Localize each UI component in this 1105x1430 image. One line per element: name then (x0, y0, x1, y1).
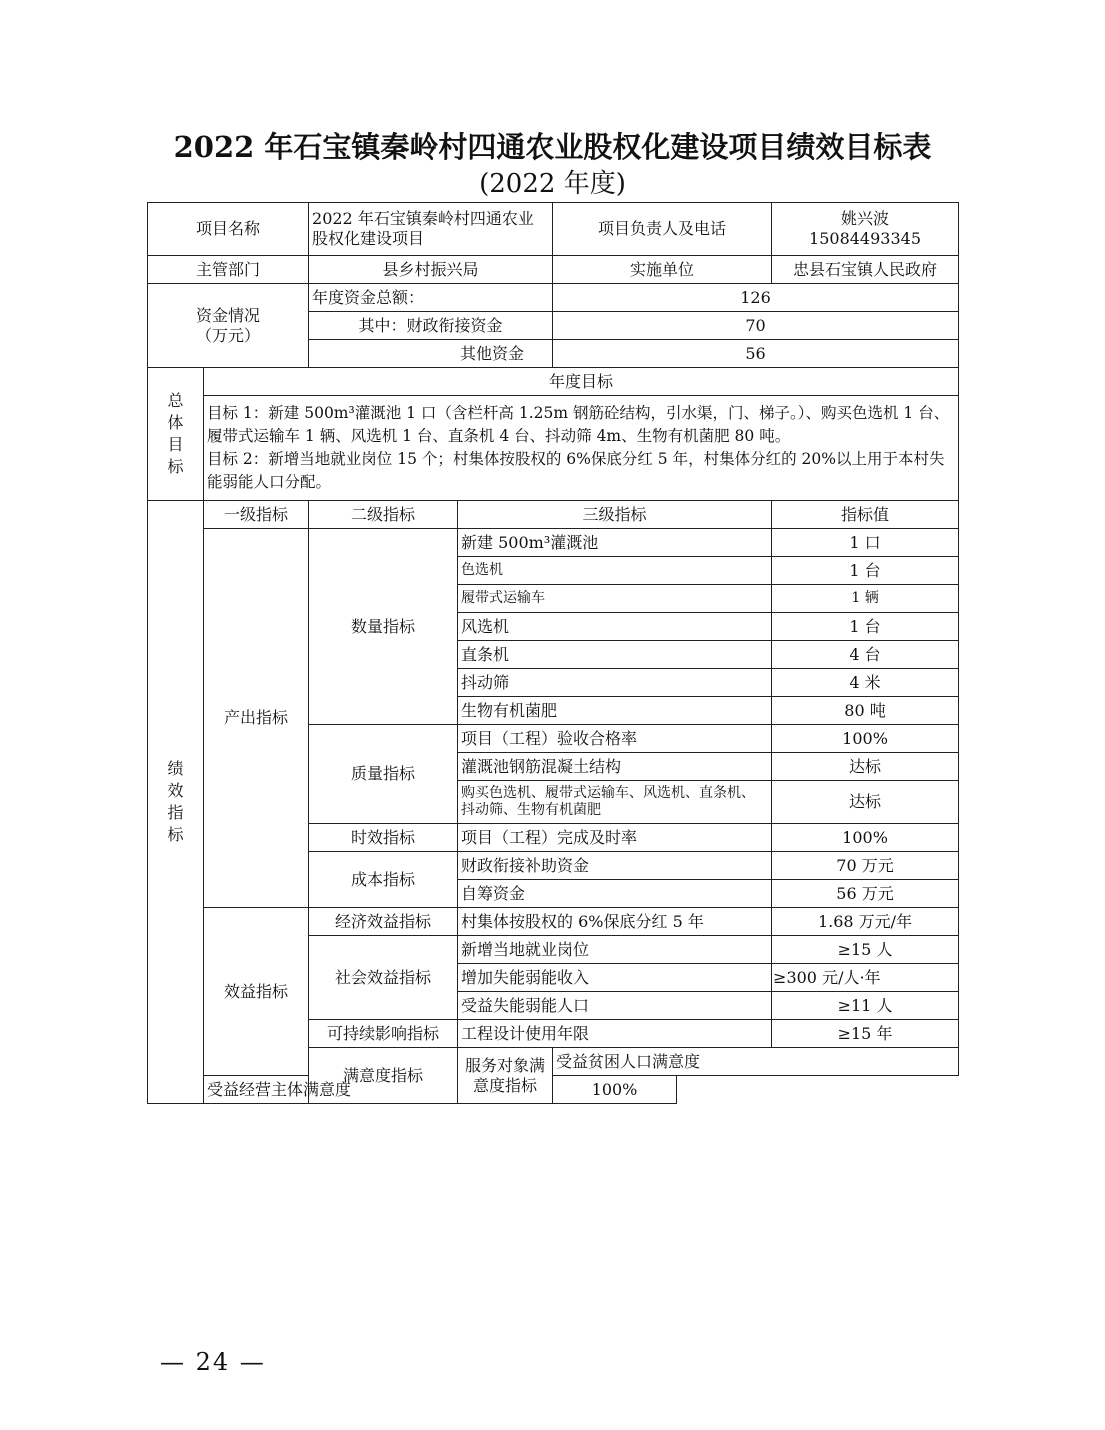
indicator-name: 履带式运输车 (458, 585, 772, 613)
indicator-name: 新增当地就业岗位 (458, 936, 772, 964)
funds-other-label: 其他资金 (309, 340, 553, 368)
header-value: 指标值 (772, 501, 959, 529)
page-number: — 24 — (160, 1348, 266, 1376)
indicator-name: 直条机 (458, 641, 772, 669)
indicator-name: 灌溉池钢筋混凝土结构 (458, 753, 772, 781)
annual-goals-text (204, 396, 959, 501)
page-subtitle: (2022 年度) (479, 169, 626, 199)
indicator-value: 80 吨 (772, 697, 959, 725)
indicator-name: 村集体按股权的 6%保底分红 5 年 (458, 908, 772, 936)
funds-fiscal-label: 其中：财政衔接资金 (309, 312, 553, 340)
overall-header-row (148, 368, 959, 396)
quantity-indicator-label: 数量指标 (309, 529, 458, 725)
goal-1: 目标 1：新建 500m³灌溉池 1 口（含栏杆高 1.25m 钢筋砼结构，引水渠，门、梯子。）、购买色选机 1 台、履带式运输车 1 辆、风选机 1 台、直条机 4 台、抖动筛 4m、生物有机菌肥 80 吨。 (207, 404, 950, 445)
satisfaction-indicator-label: 满意度指标 (309, 1048, 458, 1104)
impl-value: 忠县石宝镇人民政府 (772, 256, 959, 284)
dept-value: 县乡村振兴局 (309, 256, 553, 284)
indicator-value: 1 台 (772, 557, 959, 585)
cost-indicator-label: 成本指标 (309, 852, 458, 908)
indicator-value: 1 口 (772, 529, 959, 557)
performance-target-table (147, 202, 959, 1104)
social-indicator-label: 社会效益指标 (309, 936, 458, 1020)
indicator-name: 色选机 (458, 557, 772, 585)
funds-fiscal-value: 70 (553, 312, 959, 340)
timeliness-indicator-label: 时效指标 (309, 824, 458, 852)
output-indicator-label: 产出指标 (204, 529, 309, 908)
project-name-label: 项目名称 (148, 203, 309, 256)
responsible-name: 姚兴波 (841, 209, 890, 228)
indicator-name: 风选机 (458, 613, 772, 641)
indicator-name: 增加失能弱能收入 (458, 964, 772, 992)
indicator-value: 70 万元 (772, 852, 959, 880)
indicator-name: 自筹资金 (458, 880, 772, 908)
overall-goal-label: 总 体 目 标 (148, 368, 204, 501)
indicator-value: 100% (772, 824, 959, 852)
dept-label: 主管部门 (148, 256, 309, 284)
funds-label: 资金情况 (196, 305, 261, 325)
sustain-indicator-label: 可持续影响指标 (309, 1020, 458, 1048)
indicator-name: 抖动筛 (458, 669, 772, 697)
responsible-phone: 15084493345 (809, 229, 922, 248)
performance-indicator-label: 绩 效 指 标 (148, 501, 204, 1104)
overall-goals-row (148, 396, 959, 501)
funds-other-value: 56 (553, 340, 959, 368)
indicator-name: 新建 500m³灌溉池 (458, 529, 772, 557)
quality-indicator-label: 质量指标 (309, 725, 458, 824)
indicator-name: 项目（工程）验收合格率 (458, 725, 772, 753)
indicator-value: 56 万元 (772, 880, 959, 908)
funds-total-label: 年度资金总额： (309, 284, 553, 312)
indicator-value: ≥15 人 (772, 936, 959, 964)
indicator-value: 100% (553, 1076, 677, 1104)
indicator-value: 1 台 (772, 613, 959, 641)
responsible-label: 项目负责人及电话 (553, 203, 772, 256)
header-level1: 一级指标 (204, 501, 309, 529)
funds-total-value: 126 (553, 284, 959, 312)
table-row (148, 529, 959, 557)
table-row (148, 908, 959, 936)
indicator-value: 达标 (772, 753, 959, 781)
page-title: 2022 年石宝镇秦岭村四通农业股权化建设项目绩效目标表 (173, 130, 932, 164)
header-level2: 二级指标 (309, 501, 458, 529)
funds-label-cell (148, 284, 309, 368)
indicator-name: 项目（工程）完成及时率 (458, 824, 772, 852)
indicator-name: 受益经营主体满意度 (204, 1076, 553, 1104)
economic-indicator-label: 经济效益指标 (309, 908, 458, 936)
table-row (148, 1076, 959, 1104)
indicator-name: 受益失能弱能人口 (458, 992, 772, 1020)
indicator-value: 1 辆 (772, 585, 959, 613)
service-satisfaction-label: 服务对象满意度指标 (458, 1048, 553, 1104)
indicator-value: 1.68 万元/年 (772, 908, 959, 936)
goal-2: 目标 2：新增当地就业岗位 15 个；村集体按股权的 6%保底分红 5 年，村集体分红的 20%以上用于本村失能弱能人口分配。 (207, 450, 945, 491)
project-name-row (148, 203, 959, 256)
indicator-value: ≥15 年 (772, 1020, 959, 1048)
indicator-name: 工程设计使用年限 (458, 1020, 772, 1048)
responsible-value (772, 203, 959, 256)
funds-total-row (148, 284, 959, 312)
indicator-value: ≥11 人 (772, 992, 959, 1020)
indicator-value: 达标 (772, 781, 959, 824)
indicator-name: 受益贫困人口满意度 (553, 1048, 959, 1076)
indicator-value: 4 台 (772, 641, 959, 669)
benefit-indicator-label: 效益指标 (204, 908, 309, 1076)
header-level3: 三级指标 (458, 501, 772, 529)
department-row (148, 256, 959, 284)
indicator-name: 购买色选机、履带式运输车、风选机、直条机、抖动筛、生物有机菌肥 (458, 781, 772, 824)
indicator-value: 4 米 (772, 669, 959, 697)
indicator-name: 生物有机菌肥 (458, 697, 772, 725)
annual-goal-header: 年度目标 (204, 368, 959, 396)
indicator-value: ≥300 元/人·年 (772, 964, 959, 992)
indicator-value: 100% (772, 725, 959, 753)
indicator-header-row (148, 501, 959, 529)
indicator-name: 财政衔接补助资金 (458, 852, 772, 880)
funds-unit: （万元） (196, 325, 261, 345)
project-name-value: 2022 年石宝镇秦岭村四通农业股权化建设项目 (309, 203, 553, 256)
impl-label: 实施单位 (553, 256, 772, 284)
